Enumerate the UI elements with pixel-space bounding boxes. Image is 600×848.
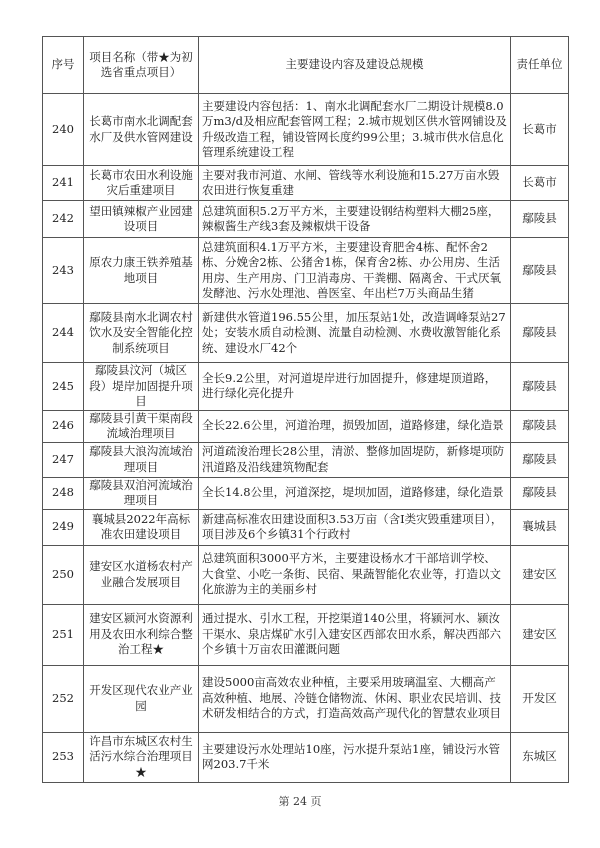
project-content: 新建高标准农田建设面积3.53万亩（含I类灾毁重建项目），项目涉及6个乡镇31个行政村	[199, 509, 511, 545]
responsible-unit: 建安区	[511, 604, 569, 665]
project-name: 长葛市农田水利设施灾后重建项目	[84, 166, 199, 201]
row-number: 240	[43, 94, 84, 166]
project-content: 主要建设内容包括：1、南水北调配套水厂二期设计规模8.0万m3/d及相应配套管网工程；2.城市规划区供水管网铺设及升级改造工程，铺设管网长度约99公里；3.城市供水信息化管理系统建设工程	[199, 94, 511, 166]
project-content: 全长22.6公里，河道治理，损毁加固，道路修建，绿化造景	[199, 410, 511, 442]
responsible-unit: 鄢陵县	[511, 442, 569, 477]
responsible-unit: 建安区	[511, 545, 569, 604]
responsible-unit: 东城区	[511, 732, 569, 782]
project-content: 建设5000亩高效农业种植，主要采用玻璃温室、大棚高产高效种植、地展、冷链仓储物流、休闲、职业农民培训、技术研发相结合的方式，打造高效高产现代化的智慧农业项目	[199, 665, 511, 732]
responsible-unit: 长葛市	[511, 166, 569, 201]
row-number: 250	[43, 545, 84, 604]
responsible-unit: 鄢陵县	[511, 410, 569, 442]
project-name: 鄢陵县双洎河流域治理项目	[84, 477, 199, 509]
responsible-unit: 鄢陵县	[511, 477, 569, 509]
responsible-unit: 鄢陵县	[511, 201, 569, 238]
table-row	[43, 238, 569, 304]
responsible-unit: 襄城县	[511, 509, 569, 545]
project-content: 全长9.2公里，对河道堤岸进行加固提升，修建堤顶道路，进行绿化亮化提升	[199, 363, 511, 411]
table-row	[43, 166, 569, 201]
row-number: 241	[43, 166, 84, 201]
row-number: 249	[43, 509, 84, 545]
project-name: 原农力康王铁养殖基地项目	[84, 238, 199, 304]
project-name: 鄢陵县南水北调农村饮水及安全智能化控制系统项目	[84, 304, 199, 363]
row-number: 244	[43, 304, 84, 363]
project-name: 许昌市东城区农村生活污水综合治理项目★	[84, 732, 199, 782]
row-number: 246	[43, 410, 84, 442]
table-row	[43, 665, 569, 732]
row-number: 252	[43, 665, 84, 732]
header-no: 序号	[43, 37, 84, 94]
project-content: 总建筑面积5.2万平方米，主要建设钢结构塑料大棚25座，辣椒酱生产线3套及辣椒烘干设备	[199, 201, 511, 238]
row-number: 248	[43, 477, 84, 509]
table-row	[43, 545, 569, 604]
header-unit: 责任单位	[511, 37, 569, 94]
responsible-unit: 长葛市	[511, 94, 569, 166]
table-body	[43, 94, 569, 783]
table-row	[43, 509, 569, 545]
row-number: 245	[43, 363, 84, 411]
table-row	[43, 94, 569, 166]
responsible-unit: 鄢陵县	[511, 304, 569, 363]
project-name: 襄城县2022年高标准农田建设项目	[84, 509, 199, 545]
project-name: 开发区现代农业产业园	[84, 665, 199, 732]
project-content: 通过提水、引水工程，开挖渠道140公里，将颍河水、颍汝干渠水、泉店煤矿水引入建安区西部农田水系，解决西部六个乡镇十万亩农田灌溉问题	[199, 604, 511, 665]
row-number: 253	[43, 732, 84, 782]
project-name: 长葛市南水北调配套水厂及供水管网建设	[84, 94, 199, 166]
header-name: 项目名称（带★为初选省重点项目）	[84, 37, 199, 94]
project-content: 主要建设污水处理站10座，污水提升泵站1座，铺设污水管网203.7千米	[199, 732, 511, 782]
table-row	[43, 363, 569, 411]
row-number: 242	[43, 201, 84, 238]
project-table	[42, 36, 569, 783]
project-name: 鄢陵县引黄干渠南段流域治理项目	[84, 410, 199, 442]
project-name: 鄢陵县大浪沟流域治理项目	[84, 442, 199, 477]
table-header-row	[43, 37, 569, 94]
table-row	[43, 442, 569, 477]
row-number: 251	[43, 604, 84, 665]
project-content: 主要对我市河道、水闸、管线等水利设施和15.27万亩水毁农田进行恢复重建	[199, 166, 511, 201]
project-name: 建安区水道杨农村产业融合发展项目	[84, 545, 199, 604]
project-name: 鄢陵县汶河（城区段）堤岸加固提升项目	[84, 363, 199, 411]
table-row	[43, 201, 569, 238]
responsible-unit: 鄢陵县	[511, 238, 569, 304]
project-content: 全长14.8公里，河道深挖，堤坝加固，道路修建，绿化造景	[199, 477, 511, 509]
responsible-unit: 开发区	[511, 665, 569, 732]
project-name: 望田镇辣椒产业园建设项目	[84, 201, 199, 238]
project-content: 总建筑面积4.1万平方米，主要建设育肥舍4栋、配怀舍2栋、分娩舍2栋、公猪舍1栋，保育舍2栋、办公用房、生活用房、生产用房、门卫消毒房、干粪棚、隔离舍、干式厌氧发酵池、污水处理池、兽医室、年出栏7万头商品生猪	[199, 238, 511, 304]
table-row	[43, 304, 569, 363]
responsible-unit: 鄢陵县	[511, 363, 569, 411]
table-row	[43, 604, 569, 665]
table-row	[43, 410, 569, 442]
project-content: 新建供水管道196.55公里，加压泵站1处，改造调峰泵站27处；安装水质自动检测、流量自动检测、水费收激智能化系统、建设水厂42个	[199, 304, 511, 363]
project-content: 总建筑面积3000平方米，主要建设杨水才干部培训学校、大食堂、小吃一条街、民宿、果蔬智能化农业等，打造以文化旅游为主的美丽乡村	[199, 545, 511, 604]
header-content: 主要建设内容及建设总规模	[199, 37, 511, 94]
table-row	[43, 732, 569, 782]
page-number: 第 24 页	[278, 795, 322, 808]
row-number: 247	[43, 442, 84, 477]
table-row	[43, 477, 569, 509]
row-number: 243	[43, 238, 84, 304]
project-content: 河道疏浚治理长28公里，清淤、整修加固堤防，新修堤项防汛道路及沿线建筑物配套	[199, 442, 511, 477]
project-name: 建安区颍河水资源利用及农田水利综合整治工程★	[84, 604, 199, 665]
